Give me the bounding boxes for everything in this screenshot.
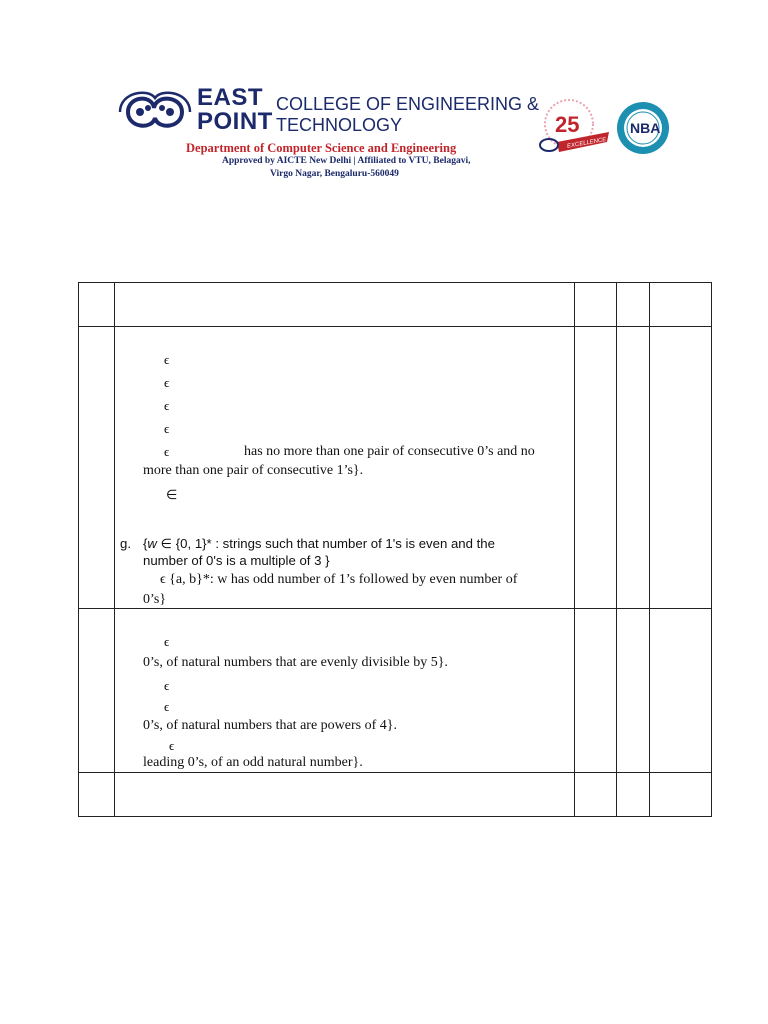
item-g-line1-text: ∈ {0, 1}* : strings such that number of 1's is even and the — [156, 536, 495, 551]
table-col-divider — [616, 282, 617, 817]
nba-accreditation-icon — [615, 100, 671, 156]
table-col-divider — [649, 282, 650, 817]
epsilon-symbol: ϵ — [164, 421, 170, 436]
approval-line: Approved by AICTE New Delhi | Affiliated to VTU, Belagavi, — [222, 156, 471, 166]
item-g-label: g. — [120, 536, 131, 551]
department-name: Department of Computer Science and Engineering — [186, 141, 457, 155]
item-c-line: 0’s, of natural numbers that are powers of 4}. — [143, 718, 397, 733]
item-g-line1 — [143, 535, 495, 552]
epsilon-symbol: ϵ — [164, 634, 170, 649]
item-e-line2: more than one pair of consecutive 1’s}. — [143, 463, 364, 478]
brand-point: POINT — [197, 108, 273, 135]
item-e-line1: has no more than one pair of consecutive 0’s and no — [244, 444, 535, 459]
college-logo-icon — [118, 88, 192, 136]
item-d-line: leading 0’s, of an odd natural number}. — [143, 755, 363, 770]
item-g-brace: { — [143, 536, 148, 551]
item-h-line1: ϵ {a, b}*: w has odd number of 1’s followed by even number of — [160, 572, 518, 587]
college-name-line2: TECHNOLOGY — [276, 115, 403, 135]
college-name-line1: COLLEGE OF ENGINEERING & — [276, 94, 540, 114]
epsilon-symbol: ϵ — [164, 699, 170, 714]
element-of-symbol: ∈ — [166, 487, 178, 502]
table-col-divider — [114, 282, 115, 817]
anniversary-badge-icon — [535, 98, 611, 158]
table-border-right — [711, 282, 712, 817]
epsilon-symbol: ϵ — [164, 444, 170, 459]
item-g-line2: number of 0's is a multiple of 3 } — [143, 553, 330, 568]
table-border-left — [78, 282, 79, 817]
nba-text: NBA — [630, 120, 661, 136]
epsilon-symbol: ϵ — [164, 375, 170, 390]
badge-word: EXCELLENCE — [566, 136, 607, 150]
epsilon-symbol: ϵ — [164, 678, 170, 693]
table-col-divider — [574, 282, 575, 817]
epsilon-symbol: ϵ — [164, 398, 170, 413]
address-line: Virgo Nagar, Bengaluru-560049 — [270, 169, 399, 179]
item-a-line: 0’s, of natural numbers that are evenly divisible by 5}. — [143, 655, 448, 670]
item-g-variable: w — [147, 536, 157, 551]
brand-east: EAST — [197, 84, 264, 111]
item-h-line2: 0’s} — [143, 592, 167, 607]
epsilon-symbol: ϵ — [169, 738, 175, 753]
badge-number: 25 — [555, 112, 580, 137]
epsilon-symbol: ϵ — [164, 352, 170, 367]
